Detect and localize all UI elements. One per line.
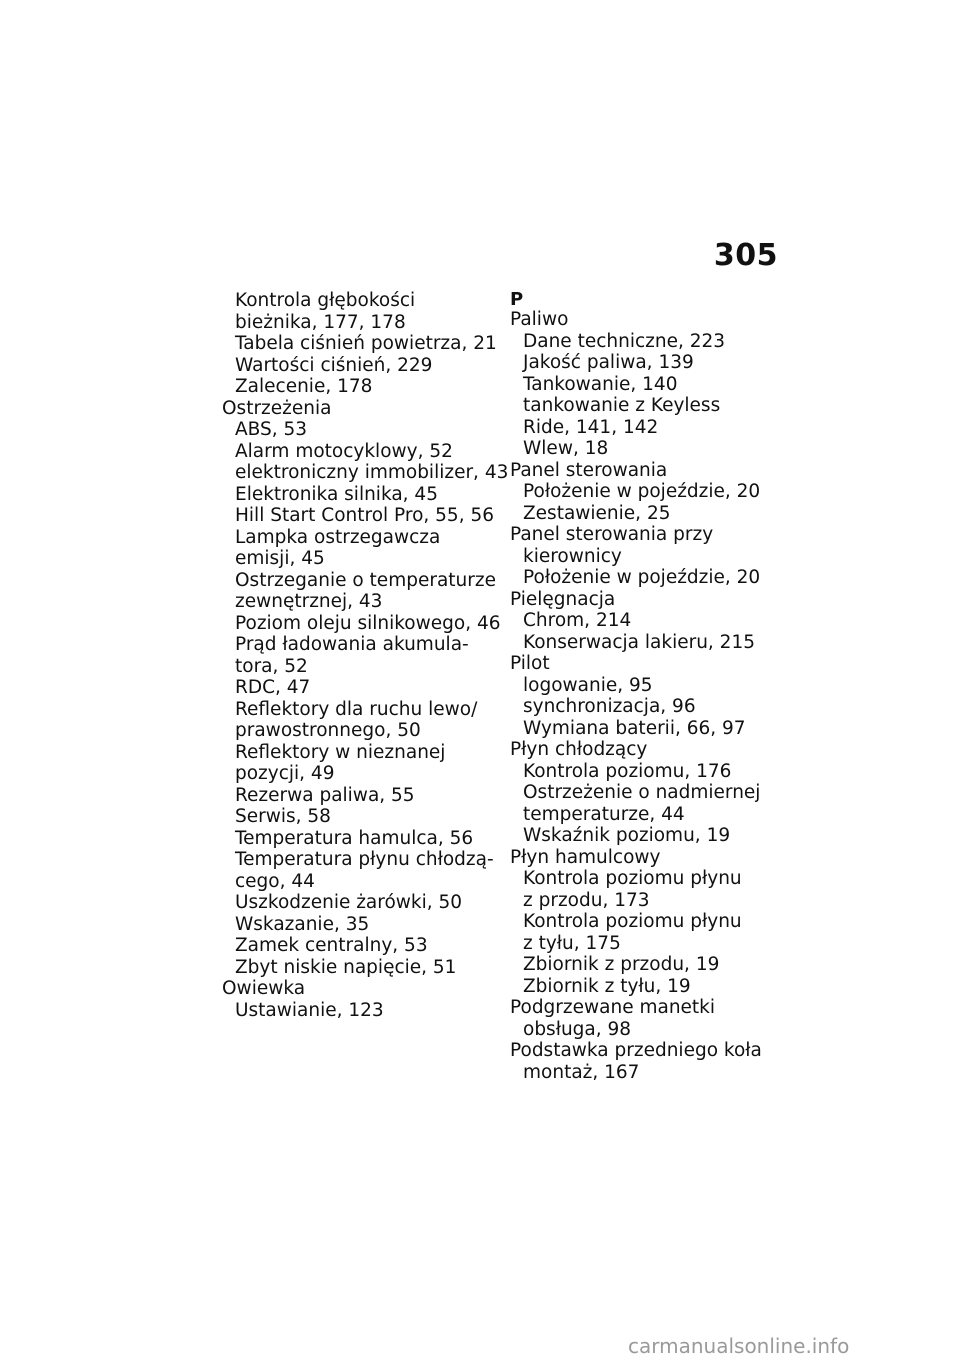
index-subentry: Ride, 141, 142 bbox=[523, 416, 659, 438]
index-subentry: Położenie w pojeździe, 20 bbox=[523, 567, 761, 588]
index-subentry: Zamek centralny, 53 bbox=[235, 935, 428, 956]
watermark: carmanualsonline.info bbox=[628, 1334, 850, 1358]
index-subentry: Położenie w pojeździe, 20 bbox=[523, 481, 761, 502]
index-subentry: Alarm motocyklowy, 52 bbox=[235, 440, 453, 462]
index-subentry: Temperatura hamulca, 56 bbox=[235, 827, 474, 849]
page-number: 305 bbox=[713, 238, 778, 273]
index-subentry: logowanie, 95 bbox=[523, 674, 653, 696]
index-subentry: cego, 44 bbox=[235, 870, 315, 892]
index-subentry: temperaturze, 44 bbox=[523, 803, 685, 825]
index-subentry: kierownicy bbox=[523, 545, 622, 567]
index-subentry: Ustawianie, 123 bbox=[235, 999, 384, 1021]
index-subentry: Zbiornik z tyłu, 19 bbox=[523, 975, 691, 997]
index-heading: Owiewka bbox=[222, 978, 306, 999]
index-subentry: z przodu, 173 bbox=[523, 889, 650, 911]
index-subentry: Kontrola poziomu, 176 bbox=[523, 760, 732, 782]
index-subentry: montaż, 167 bbox=[523, 1061, 640, 1083]
index-subentry: Dane techniczne, 223 bbox=[523, 330, 726, 352]
index-subentry: Zestawienie, 25 bbox=[523, 502, 671, 524]
index-subentry: Wymiana baterii, 66, 97 bbox=[523, 717, 746, 739]
index-subentry: Zbiornik z przodu, 19 bbox=[523, 954, 720, 975]
index-subentry: Rezerwa paliwa, 55 bbox=[235, 784, 415, 806]
index-subentry: tora, 52 bbox=[235, 655, 308, 677]
index-heading: Płyn hamulcowy bbox=[510, 846, 661, 868]
index-subentry: Wlew, 18 bbox=[523, 438, 609, 459]
index-subentry: Reflektory w nieznanej bbox=[235, 741, 446, 763]
index-subentry: Zalecenie, 178 bbox=[235, 376, 373, 397]
index-subentry: Hill Start Control Pro, 55, 56 bbox=[235, 505, 494, 526]
index-subentry: Tankowanie, 140 bbox=[523, 373, 678, 395]
index-heading: Paliwo bbox=[510, 309, 569, 330]
index-subentry: bieżnika, 177, 178 bbox=[235, 311, 406, 333]
index-subentry: Chrom, 214 bbox=[523, 610, 632, 631]
index-subentry: zewnętrznej, 43 bbox=[235, 591, 383, 612]
index-subentry: Uszkodzenie żarówki, 50 bbox=[235, 892, 463, 913]
index-subentry: Prąd ładowania akumula- bbox=[235, 634, 469, 655]
index-subentry: emisji, 45 bbox=[235, 548, 325, 569]
index-column-right bbox=[510, 290, 770, 1083]
index-column-left bbox=[222, 290, 512, 1021]
index-heading: Podgrzewane manetki bbox=[510, 997, 716, 1018]
index-heading: Pilot bbox=[510, 653, 550, 674]
index-subentry: Temperatura płynu chłodzą- bbox=[235, 849, 494, 870]
index-letter: P bbox=[510, 289, 524, 310]
index-subentry: prawostronnego, 50 bbox=[235, 720, 421, 741]
index-subentry: RDC, 47 bbox=[235, 677, 311, 698]
index-subentry: Wskaźnik poziomu, 19 bbox=[523, 825, 731, 846]
index-subentry: Tabela ciśnień powietrza, 21 bbox=[235, 333, 497, 354]
index-subentry: obsługa, 98 bbox=[523, 1018, 632, 1040]
index-heading: Ostrzeżenia bbox=[222, 397, 332, 419]
index-subentry: z tyłu, 175 bbox=[523, 932, 621, 954]
index-subentry: Wartości ciśnień, 229 bbox=[235, 354, 433, 376]
index-subentry: ABS, 53 bbox=[235, 419, 308, 440]
index-subentry: Reflektory dla ruchu lewo/ bbox=[235, 698, 478, 720]
index-heading: Pielęgnacja bbox=[510, 588, 616, 610]
index-subentry: Kontrola głębokości bbox=[235, 290, 416, 311]
index-subentry: Konserwacja lakieru, 215 bbox=[523, 631, 755, 653]
index-subentry: Elektronika silnika, 45 bbox=[235, 483, 438, 505]
index-heading: Panel sterowania bbox=[510, 459, 668, 481]
index-subentry: Ostrzeganie o temperaturze bbox=[235, 569, 496, 591]
index-heading: Podstawka przedniego koła bbox=[510, 1040, 762, 1061]
index-subentry: synchronizacja, 96 bbox=[523, 696, 696, 717]
index-subentry: elektroniczny immobilizer, 43 bbox=[235, 462, 509, 483]
index-heading: Panel sterowania przy bbox=[510, 524, 714, 545]
index-subentry: Kontrola poziomu płynu bbox=[523, 868, 742, 889]
index-subentry: Poziom oleju silnikowego, 46 bbox=[235, 612, 501, 634]
index-subentry: Jakość paliwa, 139 bbox=[523, 352, 694, 373]
index-subentry: Lampka ostrzegawcza bbox=[235, 526, 441, 548]
index-subentry: Wskazanie, 35 bbox=[235, 913, 370, 935]
index-subentry: Serwis, 58 bbox=[235, 806, 331, 827]
index-subentry: pozycji, 49 bbox=[235, 763, 335, 784]
index-subentry: Kontrola poziomu płynu bbox=[523, 911, 742, 932]
index-heading: Płyn chłodzący bbox=[510, 739, 648, 760]
index-subentry: Zbyt niskie napięcie, 51 bbox=[235, 956, 457, 978]
index-subentry: Ostrzeżenie o nadmiernej bbox=[523, 782, 761, 803]
index-subentry: tankowanie z Keyless bbox=[523, 395, 721, 416]
